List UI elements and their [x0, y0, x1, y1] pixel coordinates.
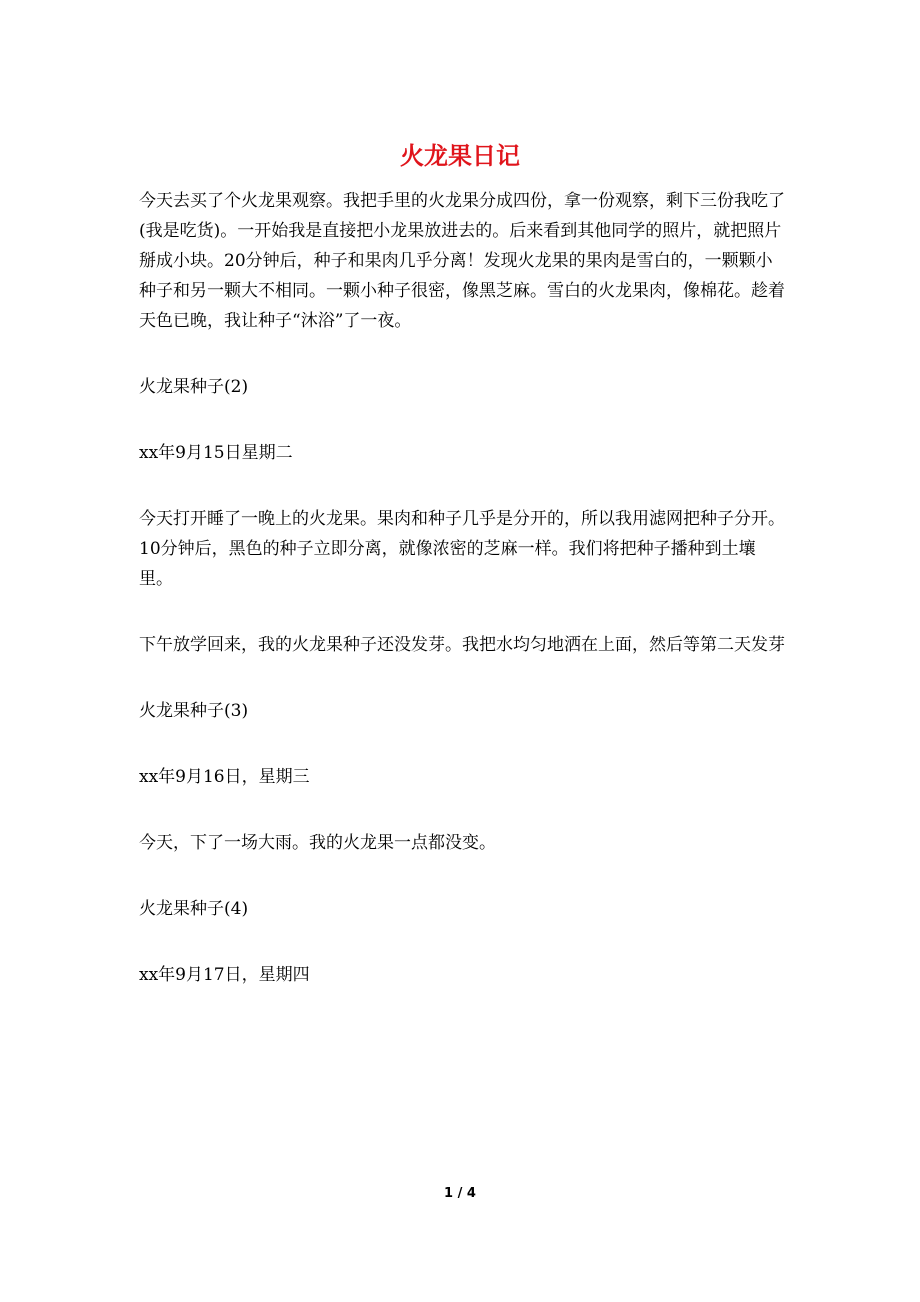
- section-heading-seed-2: 火龙果种子(2): [139, 377, 249, 397]
- paragraph: 今天打开睡了一晚上的火龙果。果肉和种子几乎是分开的，所以我用滤网把种子分开。10分钟后，黑色的种子立即分离，就像浓密的芝麻一样。我们将把种子播种到土壤里。: [139, 509, 785, 589]
- section-heading-seed-4: 火龙果种子(4): [139, 899, 249, 919]
- document-body: [139, 186, 787, 1026]
- page-number: 1 / 4: [444, 1186, 476, 1201]
- section-heading-seed-3: 火龙果种子(3): [139, 701, 249, 721]
- document-title: 火龙果日记: [400, 141, 520, 170]
- paragraph: 下午放学回来，我的火龙果种子还没发芽。我把水均匀地洒在上面，然后等第二天发芽: [139, 635, 785, 655]
- paragraph: 今天，下了一场大雨。我的火龙果一点都没变。: [139, 833, 496, 853]
- date-line: xx年9月15日星期二: [139, 443, 293, 463]
- paragraph-intro: 今天去买了个火龙果观察。我把手里的火龙果分成四份，拿一份观察，剩下三份我吃了(我是吃货)。一开始我是直接把小龙果放进去的。后来看到其他同学的照片，就把照片掰成小块。20分钟后，种子和果肉几乎分离！发现火龙果的果肉是雪白的，一颗颗小种子和另一颗大不相同。一颗小种子很密，像黑芝麻。雪白的火龙果肉，像棉花。趁着天色已晚，我让种子“沐浴”了一夜。: [139, 191, 785, 331]
- date-line: xx年9月16日，星期三: [139, 767, 310, 787]
- date-line: xx年9月17日，星期四: [139, 965, 310, 985]
